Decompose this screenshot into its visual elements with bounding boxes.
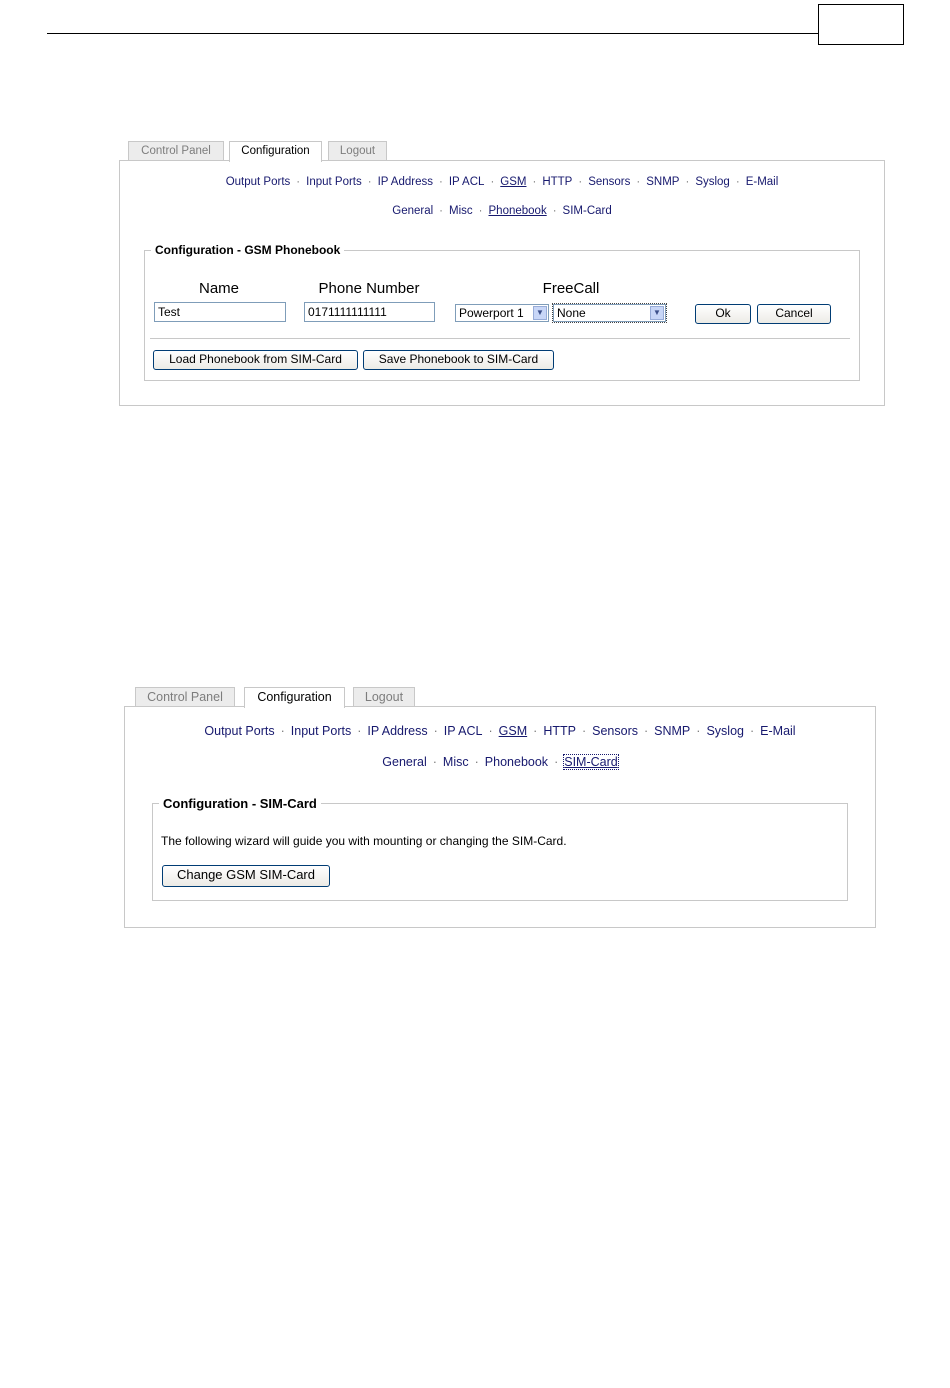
nav-snmp[interactable]: SNMP: [646, 176, 680, 188]
phone-column-header: Phone Number: [318, 280, 420, 297]
nav-general[interactable]: General: [382, 755, 427, 769]
change-sim-card-button[interactable]: Change GSM SIM-Card: [162, 865, 330, 887]
header-rule: [47, 33, 818, 34]
load-phonebook-button[interactable]: Load Phonebook from SIM-Card: [153, 350, 358, 370]
phone-number-input[interactable]: 0171111111111: [304, 302, 435, 322]
page-number-box: [818, 4, 904, 45]
freecall-column-header: FreeCall: [542, 280, 600, 297]
tab-control-panel[interactable]: Control Panel: [135, 687, 235, 706]
simcard-screenshot: [124, 687, 876, 928]
phonebook-screenshot: [119, 141, 885, 406]
ok-button[interactable]: Ok: [695, 304, 751, 324]
nav-sensors[interactable]: Sensors: [588, 176, 631, 188]
nav-misc[interactable]: Misc: [442, 755, 469, 769]
nav-gsm[interactable]: GSM: [500, 176, 527, 188]
cancel-button[interactable]: Cancel: [757, 304, 831, 324]
nav-main: Output Ports · Input Ports · IP Address · IP ACL · GSM · HTTP · Sensors · SNMP · Syslog · E-Mail: [225, 176, 779, 188]
tab-logout[interactable]: Logout: [353, 687, 415, 706]
nav-output-ports[interactable]: Output Ports: [204, 724, 275, 738]
nav-gsm-sub: General · Misc · Phonebook · SIM-Card: [392, 205, 612, 217]
tab-control-panel[interactable]: Control Panel: [128, 141, 224, 160]
nav-main: Output Ports · Input Ports · IP Address · IP ACL · GSM · HTTP · Sensors · SNMP · Syslog · E-Mail: [204, 724, 796, 738]
nav-output-ports[interactable]: Output Ports: [225, 176, 291, 188]
name-column-header: Name: [198, 280, 239, 297]
powerport-select-value: Powerport 1: [459, 306, 524, 320]
tab-configuration[interactable]: Configuration: [229, 141, 322, 162]
nav-snmp[interactable]: SNMP: [654, 724, 691, 738]
nav-syslog[interactable]: Syslog: [706, 724, 744, 738]
tab-logout[interactable]: Logout: [328, 141, 387, 160]
simcard-description: The following wizard will guide you with mounting or changing the SIM-Card.: [161, 834, 567, 848]
nav-ip-address[interactable]: IP Address: [377, 176, 433, 188]
nav-general[interactable]: General: [392, 205, 434, 217]
config-panel: [119, 160, 885, 406]
simcard-legend: Configuration - SIM-Card: [163, 796, 317, 811]
save-phonebook-button[interactable]: Save Phonebook to SIM-Card: [363, 350, 554, 370]
nav-phonebook[interactable]: Phonebook: [488, 205, 547, 217]
nav-phonebook[interactable]: Phonebook: [484, 755, 549, 769]
nav-misc[interactable]: Misc: [449, 205, 473, 217]
name-input[interactable]: Test: [154, 302, 286, 322]
config-panel: [124, 706, 876, 928]
nav-email[interactable]: E-Mail: [745, 176, 779, 188]
freecall-select-value: None: [557, 306, 586, 320]
chevron-down-icon[interactable]: ▼: [533, 306, 547, 320]
nav-gsm-sub: General · Misc · Phonebook · SIM-Card: [382, 755, 618, 769]
powerport-select[interactable]: [455, 304, 549, 322]
chevron-down-icon[interactable]: ▼: [650, 306, 664, 320]
nav-ip-acl[interactable]: IP ACL: [448, 176, 485, 188]
nav-ip-address[interactable]: IP Address: [367, 724, 428, 738]
nav-input-ports[interactable]: Input Ports: [306, 176, 362, 188]
nav-ip-acl[interactable]: IP ACL: [443, 724, 483, 738]
nav-sim-card[interactable]: SIM-Card: [564, 755, 618, 769]
nav-gsm[interactable]: GSM: [498, 724, 528, 738]
nav-email[interactable]: E-Mail: [760, 724, 796, 738]
tab-configuration[interactable]: Configuration: [244, 687, 345, 708]
nav-input-ports[interactable]: Input Ports: [290, 724, 352, 738]
phonebook-legend: Configuration - GSM Phonebook: [155, 243, 341, 257]
nav-http[interactable]: HTTP: [542, 176, 573, 188]
nav-sim-card[interactable]: SIM-Card: [562, 205, 612, 217]
nav-syslog[interactable]: Syslog: [695, 176, 730, 188]
nav-http[interactable]: HTTP: [543, 724, 576, 738]
freecall-select[interactable]: [553, 304, 666, 322]
nav-sensors[interactable]: Sensors: [592, 724, 638, 738]
phonebook-divider: [150, 338, 850, 339]
